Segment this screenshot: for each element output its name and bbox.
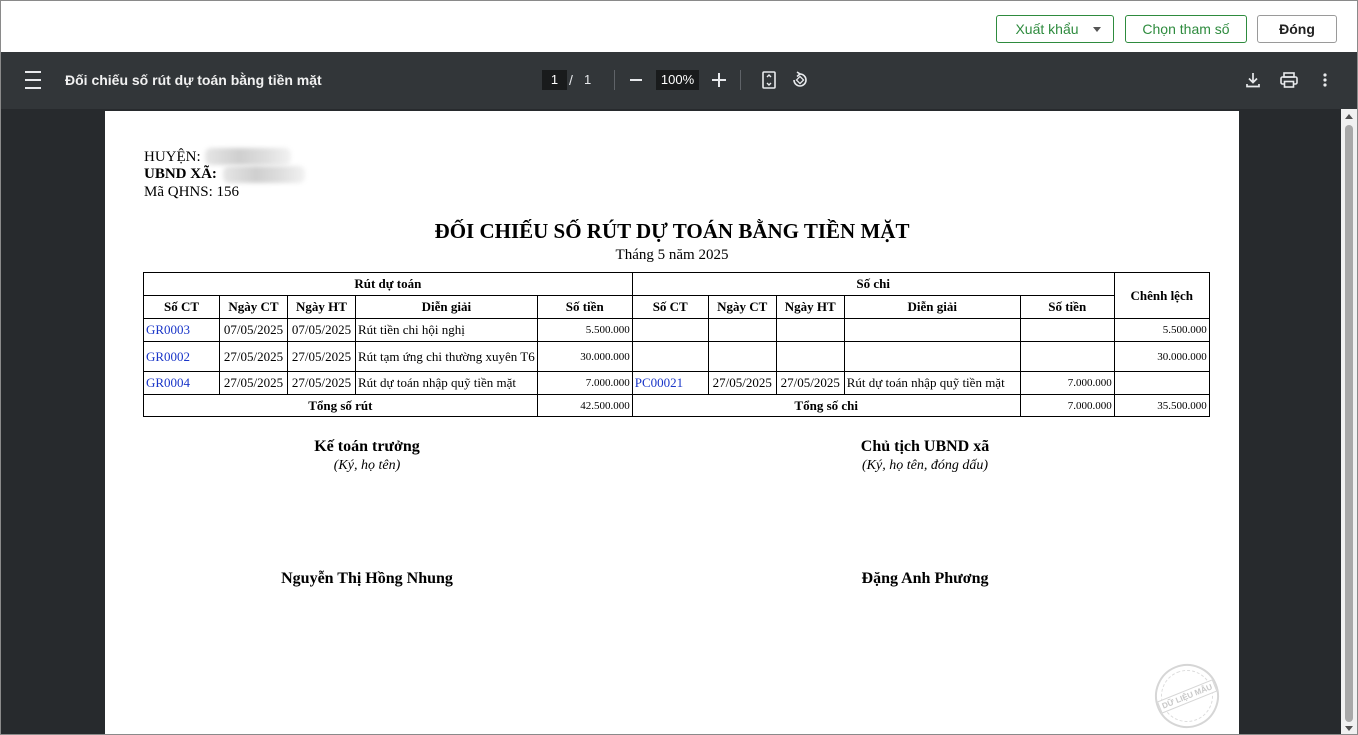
table-cell: 07/05/2025 bbox=[288, 319, 356, 342]
export-dropdown-button[interactable] bbox=[996, 15, 1114, 43]
budget-code: Mã QHNS: 156 bbox=[144, 184, 240, 200]
table-cell: 5.500.000 bbox=[1114, 319, 1209, 342]
total-expense-value: 7.000.000 bbox=[1020, 395, 1114, 417]
column-header: Số CT bbox=[144, 296, 220, 319]
voucher-link[interactable]: PC00021 bbox=[632, 372, 708, 395]
page-total: 1 bbox=[584, 72, 592, 87]
table-cell: Rút tiền chi hội nghị bbox=[356, 319, 538, 342]
table-column-header-row bbox=[144, 296, 1210, 319]
table-total-row bbox=[144, 395, 1210, 417]
table-cell: Rút dự toán nhập quỹ tiền mặt bbox=[844, 372, 1020, 395]
column-header: Diễn giải bbox=[356, 296, 538, 319]
signature-note: (Ký, họ tên) bbox=[333, 458, 401, 473]
report-title: ĐỐI CHIẾU SỐ RÚT DỰ TOÁN BẰNG TIỀN MẶT bbox=[434, 219, 910, 243]
group-header-withdrawal: Rút dự toán bbox=[144, 273, 633, 296]
table-group-header-row bbox=[144, 273, 1210, 296]
signature-role: Chủ tịch UBND xã bbox=[860, 438, 990, 455]
scrollbar-thumb[interactable] bbox=[1345, 125, 1353, 722]
signature-block-accountant bbox=[267, 438, 467, 474]
table-cell: 5.500.000 bbox=[537, 319, 632, 342]
table-cell bbox=[776, 319, 844, 342]
select-parameters-button[interactable]: Chọn tham số bbox=[1125, 15, 1247, 43]
scroll-up-arrow-icon[interactable] bbox=[1345, 114, 1353, 119]
column-header: Ngày CT bbox=[708, 296, 776, 319]
fit-page-icon[interactable] bbox=[760, 70, 778, 90]
table-cell: Rút dự toán nhập quỹ tiền mặt bbox=[356, 372, 538, 395]
table-cell bbox=[708, 342, 776, 372]
table-cell bbox=[1114, 372, 1209, 395]
print-icon[interactable] bbox=[1279, 70, 1299, 90]
voucher-link[interactable]: GR0003 bbox=[144, 319, 220, 342]
menu-icon[interactable] bbox=[23, 71, 43, 89]
signer-name-chairman: Đặng Anh Phương bbox=[861, 570, 989, 587]
column-header: Ngày HT bbox=[288, 296, 356, 319]
page-number-input[interactable]: 1 bbox=[542, 70, 567, 90]
table-cell: 30.000.000 bbox=[1114, 342, 1209, 372]
table-cell bbox=[708, 319, 776, 342]
signer-name-accountant: Nguyễn Thị Hồng Nhung bbox=[281, 570, 453, 587]
scroll-down-arrow-icon[interactable] bbox=[1345, 726, 1353, 731]
zoom-level-input[interactable]: 100% bbox=[656, 70, 699, 90]
table-cell: Rút tạm ứng chi thường xuyên T6 bbox=[356, 342, 538, 372]
table-cell: 27/05/2025 bbox=[220, 372, 288, 395]
table-cell bbox=[776, 342, 844, 372]
vertical-scrollbar[interactable] bbox=[1341, 109, 1357, 735]
signature-note: (Ký, họ tên, đóng dấu) bbox=[862, 458, 988, 473]
total-difference-value: 35.500.000 bbox=[1114, 395, 1209, 417]
signature-role: Kế toán trưởng bbox=[314, 438, 420, 455]
chevron-down-icon bbox=[1093, 27, 1101, 32]
column-header: Ngày HT bbox=[776, 296, 844, 319]
table-cell: 27/05/2025 bbox=[708, 372, 776, 395]
close-button[interactable]: Đóng bbox=[1257, 15, 1337, 43]
table-cell: 27/05/2025 bbox=[288, 372, 356, 395]
group-header-expense: Số chi bbox=[632, 273, 1114, 296]
zoom-out-icon[interactable] bbox=[627, 71, 645, 89]
table-row bbox=[144, 342, 1210, 372]
table-cell bbox=[844, 319, 1020, 342]
table-cell: 30.000.000 bbox=[537, 342, 632, 372]
table-cell bbox=[1020, 319, 1114, 342]
pdf-canvas[interactable] bbox=[1, 109, 1341, 735]
sample-data-stamp bbox=[1145, 654, 1228, 735]
toolbar-divider bbox=[740, 70, 741, 90]
column-header: Ngày CT bbox=[220, 296, 288, 319]
table-cell bbox=[844, 342, 1020, 372]
stamp-label: DỮ LIỆU MẪU bbox=[1157, 679, 1217, 713]
download-icon[interactable] bbox=[1243, 70, 1263, 90]
column-header: Diễn giải bbox=[844, 296, 1020, 319]
table-cell: 07/05/2025 bbox=[220, 319, 288, 342]
zoom-in-icon[interactable] bbox=[710, 71, 728, 89]
pdf-viewer-toolbar bbox=[1, 52, 1357, 109]
redacted-district-name bbox=[205, 148, 291, 165]
column-header: Số tiền bbox=[1020, 296, 1114, 319]
total-withdrawal-value: 42.500.000 bbox=[537, 395, 632, 417]
column-header: Số CT bbox=[632, 296, 708, 319]
voucher-link[interactable] bbox=[632, 342, 708, 372]
reconciliation-table bbox=[143, 272, 1210, 417]
rotate-icon[interactable] bbox=[790, 70, 810, 90]
column-header: Số tiền bbox=[537, 296, 632, 319]
table-cell: 7.000.000 bbox=[1020, 372, 1114, 395]
report-period: Tháng 5 năm 2025 bbox=[615, 247, 729, 263]
more-options-icon[interactable] bbox=[1317, 70, 1333, 90]
table-cell: 27/05/2025 bbox=[220, 342, 288, 372]
voucher-link[interactable]: GR0002 bbox=[144, 342, 220, 372]
table-cell: 27/05/2025 bbox=[776, 372, 844, 395]
page-separator: / bbox=[569, 72, 573, 88]
district-label: HUYỆN: bbox=[144, 149, 201, 165]
toolbar-divider bbox=[614, 70, 615, 90]
document-title: Đối chiếu số rút dự toán bằng tiền mặt bbox=[65, 72, 322, 88]
column-header-difference: Chênh lệch bbox=[1114, 273, 1209, 319]
export-button-label: Xuất khẩu bbox=[1015, 21, 1079, 37]
table-row bbox=[144, 319, 1210, 342]
redacted-commune-name bbox=[223, 166, 305, 183]
total-expense-label: Tổng số chi bbox=[632, 395, 1020, 417]
voucher-link[interactable] bbox=[632, 319, 708, 342]
action-bar bbox=[1, 1, 1357, 52]
total-withdrawal-label: Tổng số rút bbox=[144, 395, 538, 417]
table-cell: 7.000.000 bbox=[537, 372, 632, 395]
pdf-page bbox=[105, 111, 1239, 735]
table-cell bbox=[1020, 342, 1114, 372]
voucher-link[interactable]: GR0004 bbox=[144, 372, 220, 395]
table-row bbox=[144, 372, 1210, 395]
signature-block-chairman bbox=[825, 438, 1025, 474]
table-cell: 27/05/2025 bbox=[288, 342, 356, 372]
commune-label: UBND XÃ: bbox=[144, 166, 217, 182]
